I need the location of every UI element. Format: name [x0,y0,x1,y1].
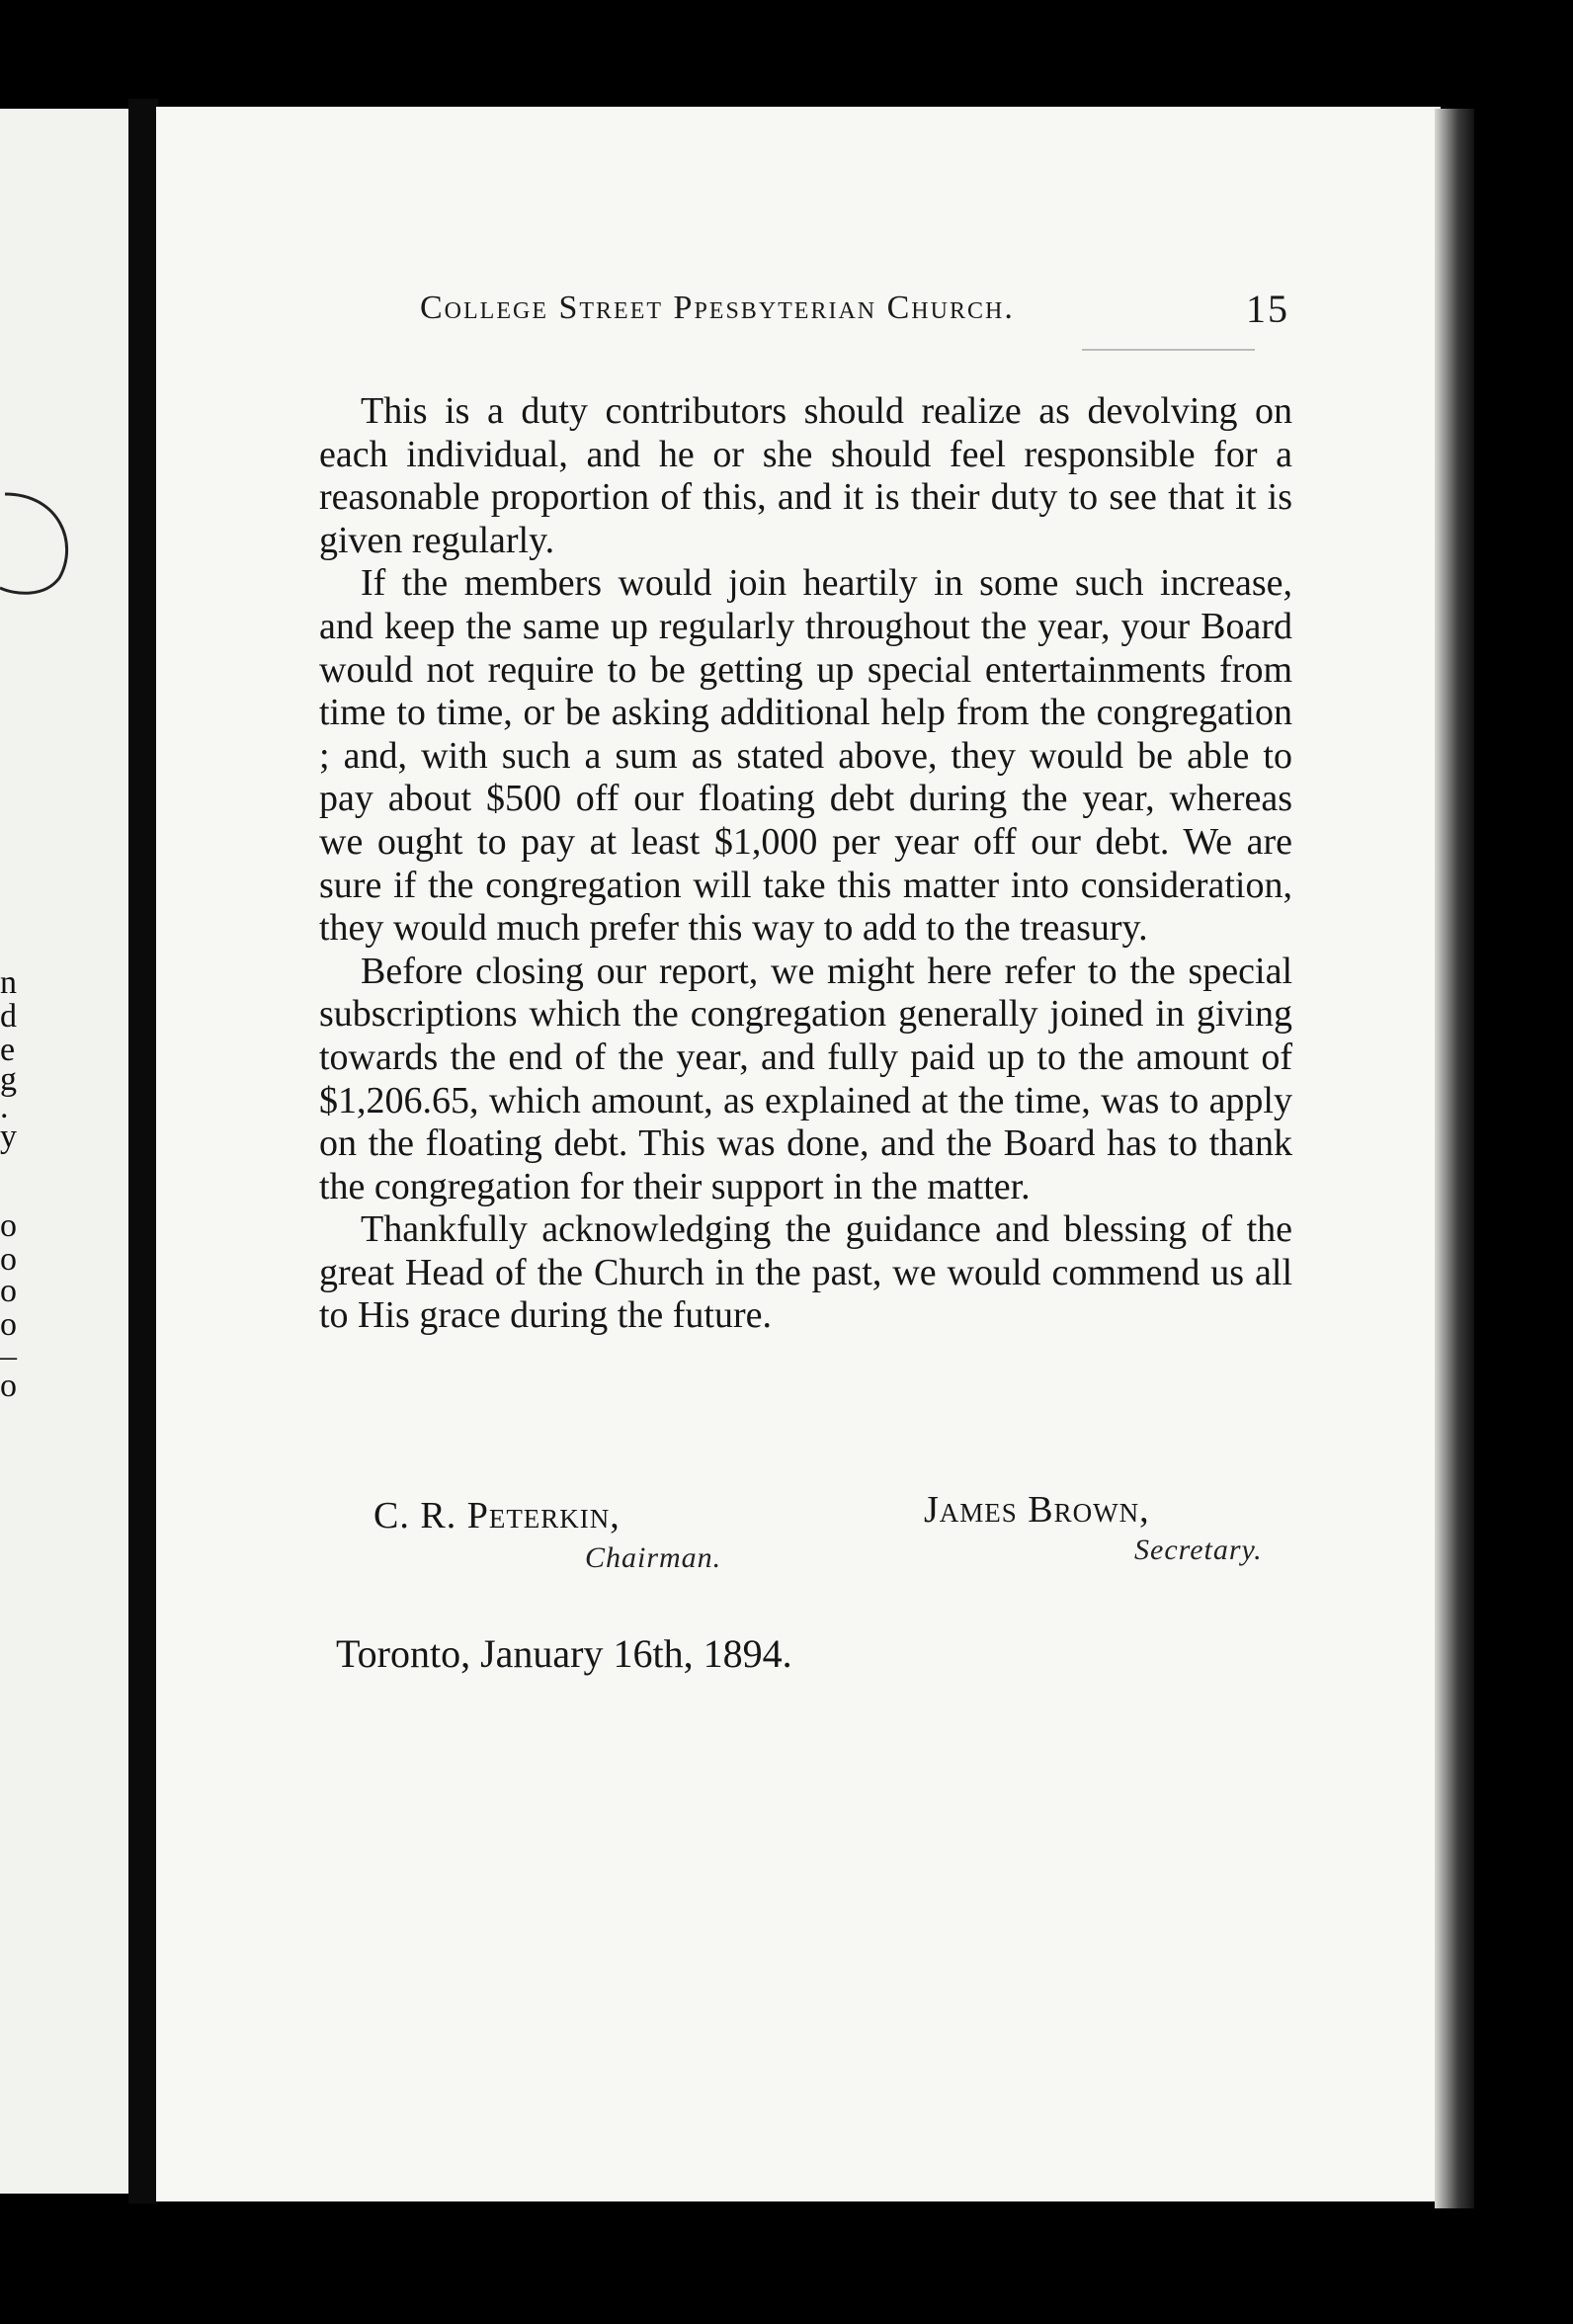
signature-left-title [585,1541,721,1575]
date-line: Toronto, January 16th, 1894. [336,1631,792,1676]
signatory-name: C. R. Peterkin, [373,1495,621,1536]
facing-page-fragment: o [0,1273,17,1309]
signatory-name: James Brown, [924,1489,1150,1531]
header-rule [1082,349,1255,351]
facing-page-fragment: o [0,1306,17,1343]
facing-page-fragment: o [0,1241,17,1278]
facing-page-fragment: g [0,1061,17,1098]
facing-page-fragment: e [0,1032,16,1068]
facing-page-fragment: – [0,1338,17,1374]
running-title: College Street Ppesbyterian Church. [420,290,1015,326]
signature-left [373,1494,621,1537]
signatory-title: Chairman. [585,1541,722,1574]
signatory-title: Secretary. [1134,1534,1263,1566]
facing-page-fragment: d [0,998,17,1035]
facing-page-fragment: n [0,964,17,1001]
signature-right [924,1488,1150,1532]
page-number: 15 [1246,287,1289,331]
page-edge-shadow [1435,109,1474,2208]
facing-page-fragment: o [0,1368,17,1404]
binding-hole-mark [0,484,79,603]
paragraph: Before closing our report, we might here refer to the special subscriptions which the congregation generally joined in giving towards the end of the year, and fully paid up to the amount of $1,206.65, which amount, as explained at the time, was to apply on the floating debt. This was done, and the Board has to thank the congregation for their support in the matter. [319,950,1292,1207]
book-gutter [128,99,158,2203]
report-body [319,390,1292,1338]
paragraph: This is a duty contributors should realize as devolving on each individual, and he or she should feel responsible for a reasonable proportion of this, and it is their duty to see that it is given regularly. [319,390,1292,561]
running-header [420,287,1289,331]
paragraph: If the members would join heartily in some such increase, and keep the same up regularly throughout the year, your Board would not require to be getting up special entertainments from time to time, or be asking additional help from the congregation ; and, with such a sum as stated above, they would be able to pay about $500 off our floating debt during the year, whereas we ought to pay at least $1,000 per year off our debt. We are sure if the congregation will take this matter into consideration, they would much prefer this way to add to the treasury. [319,562,1292,950]
facing-page-fragment: y [0,1119,17,1155]
facing-page-edge [0,109,138,2194]
facing-page-fragment: o [0,1207,17,1244]
signature-right-title [1134,1534,1263,1567]
paragraph: Thankfully acknowledging the guidance and blessing of the great Head of the Church in the past, we would commend us all to His grace during the future. [319,1208,1292,1337]
facing-page-fragment: . [0,1089,9,1125]
